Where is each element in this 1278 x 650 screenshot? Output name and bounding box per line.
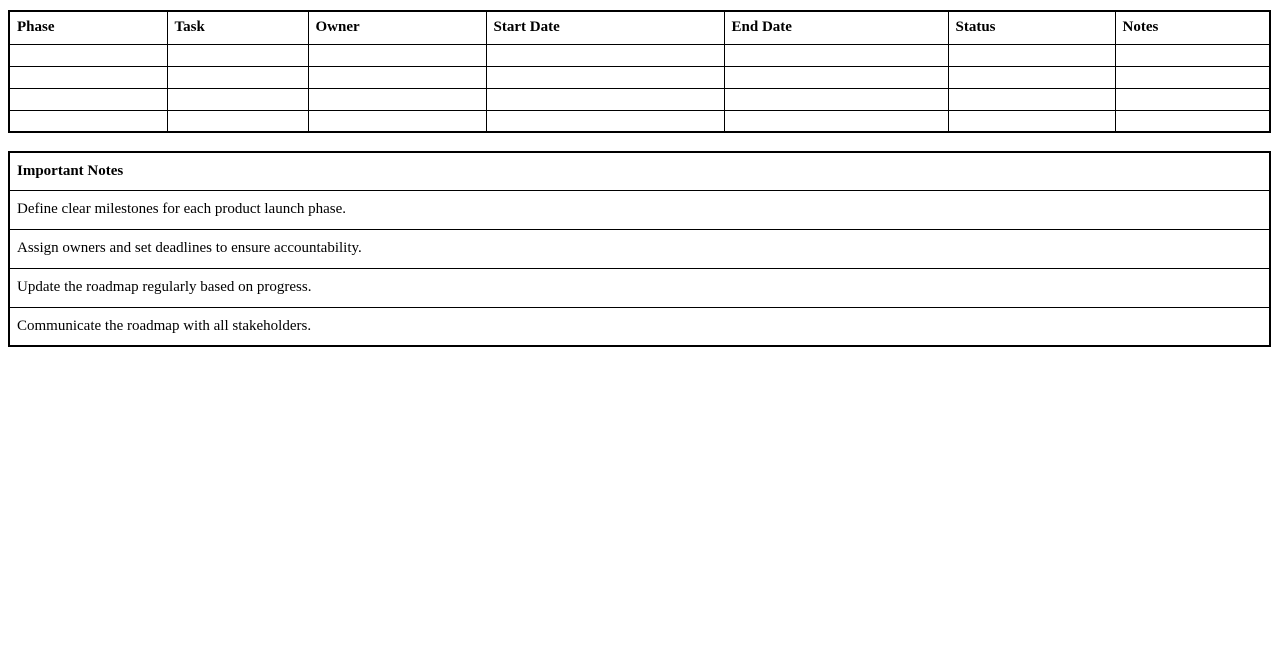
note-text: Define clear milestones for each product launch phase.: [9, 190, 1270, 229]
empty-cell: [486, 66, 724, 88]
empty-cell: [308, 110, 486, 132]
empty-cell: [167, 110, 308, 132]
note-text: Update the roadmap regularly based on progress.: [9, 268, 1270, 307]
empty-cell: [948, 88, 1115, 110]
note-text: Assign owners and set deadlines to ensure accountability.: [9, 229, 1270, 268]
empty-cell: [724, 66, 948, 88]
empty-cell: [1115, 44, 1270, 66]
empty-cell: [9, 88, 167, 110]
empty-cell: [1115, 88, 1270, 110]
table-row: [9, 88, 1270, 110]
column-header-status: Status: [948, 11, 1115, 44]
empty-cell: [948, 110, 1115, 132]
empty-cell: [948, 44, 1115, 66]
column-header-phase: Phase: [9, 11, 167, 44]
empty-cell: [1115, 66, 1270, 88]
column-header-task: Task: [167, 11, 308, 44]
notes-header-row: [9, 152, 1270, 190]
note-row: [9, 190, 1270, 229]
roadmap-table: [8, 10, 1271, 133]
empty-cell: [9, 66, 167, 88]
empty-cell: [724, 88, 948, 110]
notes-header: Important Notes: [9, 152, 1270, 190]
empty-cell: [308, 88, 486, 110]
note-row: [9, 307, 1270, 346]
empty-cell: [308, 66, 486, 88]
empty-cell: [486, 88, 724, 110]
empty-cell: [9, 44, 167, 66]
empty-cell: [308, 44, 486, 66]
empty-cell: [167, 88, 308, 110]
empty-cell: [167, 44, 308, 66]
empty-cell: [486, 110, 724, 132]
empty-cell: [948, 66, 1115, 88]
empty-cell: [167, 66, 308, 88]
empty-cell: [724, 110, 948, 132]
notes-table: [8, 151, 1271, 347]
empty-cell: [486, 44, 724, 66]
empty-cell: [9, 110, 167, 132]
empty-cell: [1115, 110, 1270, 132]
table-row: [9, 66, 1270, 88]
column-header-notes: Notes: [1115, 11, 1270, 44]
table-row: [9, 44, 1270, 66]
note-text: Communicate the roadmap with all stakeholders.: [9, 307, 1270, 346]
note-row: [9, 268, 1270, 307]
empty-cell: [724, 44, 948, 66]
column-header-start-date: Start Date: [486, 11, 724, 44]
column-header-owner: Owner: [308, 11, 486, 44]
note-row: [9, 229, 1270, 268]
column-header-end-date: End Date: [724, 11, 948, 44]
roadmap-header-row: [9, 11, 1270, 44]
table-row: [9, 110, 1270, 132]
